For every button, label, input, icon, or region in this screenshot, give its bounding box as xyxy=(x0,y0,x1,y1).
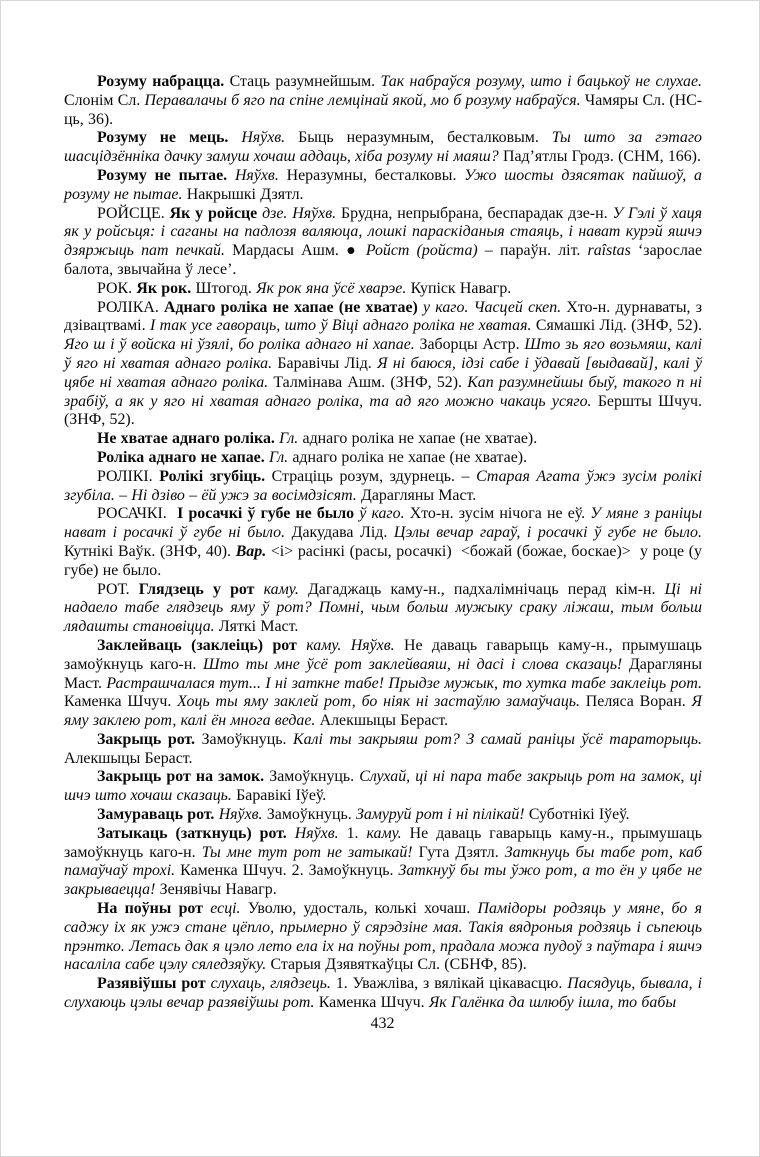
example-italic-text: Хоць ты яму заклей рот, бо ніяк ні застаўлю замаўчаць. xyxy=(177,693,586,711)
plain-text: Хто-н. зусім нічога не еў. xyxy=(409,505,591,523)
plain-text: РОЙСЦЕ. xyxy=(97,204,170,222)
example-italic-text: ў каго. xyxy=(359,505,410,523)
headword-bold-text: Не хватае аднаго роліка. xyxy=(97,430,280,448)
plain-text: ‘зарослае балота, звычайна ў лесе’. xyxy=(64,242,707,278)
plain-text: Сямашкі Лід. (ЗНФ, 52). xyxy=(535,317,707,335)
headword-bold-text: Роліка аднаго не хапае. xyxy=(97,448,269,466)
plain-text: Не даваць гаварыць каму-н., прымушаць замоўкнуць каго-н. xyxy=(64,824,707,861)
plain-text: Пад’ятлы Гродз. (СНМ, 166). xyxy=(503,148,701,166)
example-italic-text: слухаць, глядзець. xyxy=(210,975,336,993)
plain-text: Стаць разумнейшым. xyxy=(229,73,381,90)
plain-text: Мардасы Ашм. ● xyxy=(232,242,366,260)
plain-text: Дакудава Лід. xyxy=(291,524,394,542)
example-italic-text: Што ты мне ўсё рот заклейваяш, ні дасі і слова сказаць! xyxy=(203,655,629,673)
plain-text: Талмінава Ашм. (ЗНФ, 52). xyxy=(273,373,468,391)
plain-text: Штогод. xyxy=(195,279,257,297)
example-italic-text: Калі ты закрыяш рот? З самай раніцы ўсё тараторыць. xyxy=(293,730,707,748)
example-italic-text: Памідоры родзяць у мяне, бо я саджу іх як ужэ стане цёпло, прымерно ў сярэдзіне мая. Такія вядроныя родзяць і сьпеюць прэнтко. Летась дак я цэло лето ела іх на поўны рот, прадала можа пудоў з паўтара і яшчэ насаліла сабе цэлу сяледзяўку. xyxy=(64,900,707,974)
dictionary-paragraph xyxy=(64,298,707,431)
example-italic-text: Гл. xyxy=(279,430,303,448)
dictionary-paragraph xyxy=(64,580,707,637)
dictionary-paragraph xyxy=(64,129,707,167)
headword-bold-text: Розуму не мець. xyxy=(97,129,242,147)
plain-text: Алекшыцы Бераст. xyxy=(319,712,449,730)
example-italic-text: каму. xyxy=(366,824,410,842)
plain-text: – параўн. літ. xyxy=(484,242,588,260)
example-italic-text: Ройст (ройста) xyxy=(365,242,485,260)
headword-bold-text: Розуму набрацца. xyxy=(97,73,230,90)
example-italic-text: raîstas xyxy=(587,242,638,260)
plain-text: РОЛІКІ. xyxy=(97,467,160,485)
plain-text: Брудна, непрыбрана, беспарадак дзе-н. xyxy=(340,204,613,222)
example-italic-text: Як Галёнка да шлюбу ішла, то бабы xyxy=(428,994,677,1012)
example-italic-text: Цэлы вечар гараў, і росачкі ў губе не было. xyxy=(393,524,707,542)
dictionary-paragraph xyxy=(64,449,702,468)
example-italic-text: Ты мне тут рот не затыкай! xyxy=(201,843,419,861)
example-italic-text: Кап разумнейшы быў, такого п ні зрабіў, а як у яго ні хватая аднаго роліка, та ад яго можно чакаць усяго. xyxy=(64,373,707,410)
example-italic-text: Заткнуць бы табе рот, каб памаўчаў трохі. xyxy=(64,843,707,880)
dictionary-paragraph xyxy=(64,900,707,975)
plain-text: РОТ. xyxy=(97,580,139,598)
plain-text: аднаго роліка не хапае (не хватае). xyxy=(292,448,528,466)
plain-text: Замоўкнуць. xyxy=(266,806,356,824)
headword-bold-text: Затыкаць (заткнуць) рот. xyxy=(97,824,295,842)
example-italic-text: Заткнуў бы ты ўжо рот, а то ён у цябе не закрываецца! xyxy=(64,862,707,899)
headword-bold-text: Ролікі згубіць. xyxy=(159,467,272,485)
plain-text: Гута Дзятл. xyxy=(418,843,505,861)
plain-text: Зенявічы Навагр. xyxy=(159,881,277,899)
plain-text: Слонім Сл. xyxy=(64,91,145,109)
plain-text: Дарагляны Маст. xyxy=(361,486,477,504)
plain-text: Кутнікі Ваўк. (ЗНФ, 40). xyxy=(64,542,236,560)
dictionary-paragraph xyxy=(64,166,707,205)
example-italic-text: дзе. Няўхв. xyxy=(262,204,341,222)
plain-text: Замоўкнуць. xyxy=(201,730,294,748)
dictionary-paragraph xyxy=(64,975,707,1013)
plain-text: Накрышкі Дзятл. xyxy=(186,185,304,203)
dictionary-paragraph xyxy=(64,280,702,299)
example-italic-text: Я ні баюся, ідзі сабе і ўдавай [выдавай], калі ў цябе ні хватая аднаго роліка. xyxy=(64,354,707,391)
plain-text: Бершты Шчуч. (ЗНФ, 52). xyxy=(64,392,707,429)
headword-bold-text: Розуму не пытае. xyxy=(97,166,235,184)
example-italic-text: Растрашчалася тут... І ні заткне табе! Прыдзе мужык, то хутка табе заклеіць рот. xyxy=(106,674,707,692)
example-italic-text: Няўхв. xyxy=(218,806,267,824)
page-number: 432 xyxy=(370,1014,395,1032)
example-italic-text: Ты што за гэтаго шасцідзённіка дачку замуш хочаш аддаць, хіба розуму ні маяш? xyxy=(64,129,707,166)
dictionary-paragraph xyxy=(64,467,707,506)
variant-label-text: Вар. xyxy=(235,542,271,560)
headword-bold-text: Як рок. xyxy=(136,279,196,297)
dictionary-paragraph xyxy=(64,730,707,769)
dictionary-paragraph xyxy=(64,824,707,900)
dictionary-paragraph xyxy=(64,806,702,825)
example-italic-text: Замуруй рот і ні пілікай! xyxy=(355,806,529,824)
plain-text: аднаго роліка не хапае (не хватае). xyxy=(302,430,538,448)
example-italic-text: Перавалачы б яго па спіне лемцінай якой, мо б розуму набраўся. xyxy=(144,91,585,109)
dictionary-paragraph xyxy=(64,73,707,129)
example-italic-text: Што зь яго возьмяш, калі ў яго ні хватая аднаго роліка. xyxy=(64,336,707,372)
plain-text: Страціць розум, здурнець. – xyxy=(271,467,477,485)
example-italic-text: І так усе гавораць, што ў Віці аднаго роліка не хватая. xyxy=(149,317,536,335)
plain-text: РОК. xyxy=(97,279,137,297)
headword-bold-text: Замураваць рот. xyxy=(97,806,219,824)
plain-text: 1. Уважліва, з вялікай цікавасцю. xyxy=(335,975,568,993)
plain-text: Купіск Навагр. xyxy=(410,279,512,297)
example-italic-text: Так набраўся розуму, што і бацькоў не слухае. xyxy=(380,73,707,90)
example-italic-text: У Гэлі ў хаця як у ройсьця: і саганы на падлозя валяюца, лошкі параскіданыя стаяць, і нават курэй яшчэ дзяржыць пат печкай. xyxy=(64,204,707,260)
dictionary-text xyxy=(64,73,707,1013)
plain-text: Неразумны, бесталковы. xyxy=(286,166,465,184)
plain-text: Пеляса Воран. xyxy=(585,693,692,711)
plain-text: Суботнікі Іўеў. xyxy=(528,806,630,824)
example-italic-text: Старая Агата ўжэ зусім ролікі згубіла. – Ні дзіво – ёй ужэ за восімдзісят. xyxy=(64,467,707,504)
plain-text: Хто-н. дурнаваты, з дзівацтвамі. xyxy=(64,298,707,335)
example-italic-text: Няўхв. xyxy=(294,824,347,842)
plain-text: Каменка Шчуч. xyxy=(64,693,178,711)
example-italic-text: каму. xyxy=(263,580,308,598)
plain-text: РОСАЧКІ. xyxy=(97,505,178,523)
example-italic-text: Ужо шосты дзясятак пайшоў, а розуму не пытае. xyxy=(64,166,707,203)
plain-text: 1. xyxy=(346,824,367,842)
dictionary-paragraph xyxy=(64,636,707,731)
example-italic-text: Слухай, ці ні пара табе закрыць рот на замок, ці шчэ што хочаш сказаць. xyxy=(64,768,707,805)
example-italic-text: каму. Няўхв. xyxy=(306,636,404,654)
plain-text: Баравічы Лід. xyxy=(277,354,378,372)
example-italic-text: Ці ні надаело табе глядзець яму ў рот? Помні, чым больш мужыку сраку ліжаш, тым больш лядашты становіцца. xyxy=(64,580,707,636)
dictionary-paragraph xyxy=(64,768,707,806)
dictionary-paragraph xyxy=(64,204,707,280)
headword-bold-text: Заклейваць (заклеіць) рот xyxy=(97,636,307,654)
example-italic-text: Няўхв. xyxy=(241,129,299,147)
headword-bold-text: Закрыць рот. xyxy=(97,730,202,748)
example-italic-text: Я яму заклею рот, калі ён многа ведае. xyxy=(64,693,707,730)
example-italic-text: Няўхв. xyxy=(234,166,287,184)
plain-text: Каменка Шчуч. 2. Замоўкнуць. xyxy=(180,862,399,880)
headword-bold-text: Закрыць рот на замок. xyxy=(97,768,270,786)
plain-text: <і> расінкі (расы, росачкі) <божай (божае, боскае)> у роце (у губе) не было. xyxy=(64,542,707,579)
example-italic-text: у каго. Часцей скеп. xyxy=(423,298,567,316)
plain-text: Не даваць гаварыць каму-н., прымушаць замоўкнуць каго-н. xyxy=(64,636,707,673)
headword-bold-text: І росачкі ў губе не было xyxy=(177,505,360,523)
headword-bold-text: Разявіўшы рот xyxy=(97,975,211,993)
headword-bold-text: Як у ройсце xyxy=(169,204,263,222)
plain-text: Дагаджаць каму-н., падхалімнічаць перад кім-н. xyxy=(307,580,665,598)
plain-text: Ляткі Маст. xyxy=(218,618,299,636)
example-italic-text: Гл. xyxy=(269,448,293,466)
plain-text: Быць неразумным, бесталковым. xyxy=(298,129,552,147)
plain-text: Чамяры Сл. (НС-ць, 36). xyxy=(64,91,702,128)
plain-text: Замоўкнуць. xyxy=(269,768,360,786)
example-italic-text: Пасядуць, бывала, і слухаюць цэлы вечар разявіўшы рот. xyxy=(64,975,707,1012)
dictionary-paragraph xyxy=(64,505,707,580)
plain-text: Алекшыцы Бераст. xyxy=(64,749,193,767)
example-italic-text: У мяне з раніцы нават і росачкі ў губе ні было. xyxy=(64,505,707,542)
dictionary-paragraph xyxy=(64,430,702,449)
example-italic-text: Яго ш і ў войска ні ўзялі, бо роліка аднаго ні хапае. xyxy=(64,336,420,354)
headword-bold-text: Аднаго роліка не хапае (не хватае) xyxy=(164,298,424,316)
plain-text: Старыя Дзявяткаўцы Сл. (СБНФ, 85). xyxy=(270,956,527,974)
headword-bold-text: Глядзець у рот xyxy=(138,580,264,598)
plain-text: Каменка Шчуч. xyxy=(318,994,429,1012)
example-italic-text: Як рок яна ўсё хварэе. xyxy=(256,279,411,297)
plain-text: Баравікі Іўеў. xyxy=(236,787,327,805)
plain-text: РОЛІКА. xyxy=(97,298,165,316)
plain-text: Заборцы Астр. xyxy=(419,336,525,354)
plain-text: Дарагляны Маст. xyxy=(64,655,707,692)
plain-text: Уволю, удосталь, колькі хочаш. xyxy=(247,900,478,918)
example-italic-text: есці. xyxy=(210,900,248,918)
headword-bold-text: На поўны рот xyxy=(97,900,211,918)
